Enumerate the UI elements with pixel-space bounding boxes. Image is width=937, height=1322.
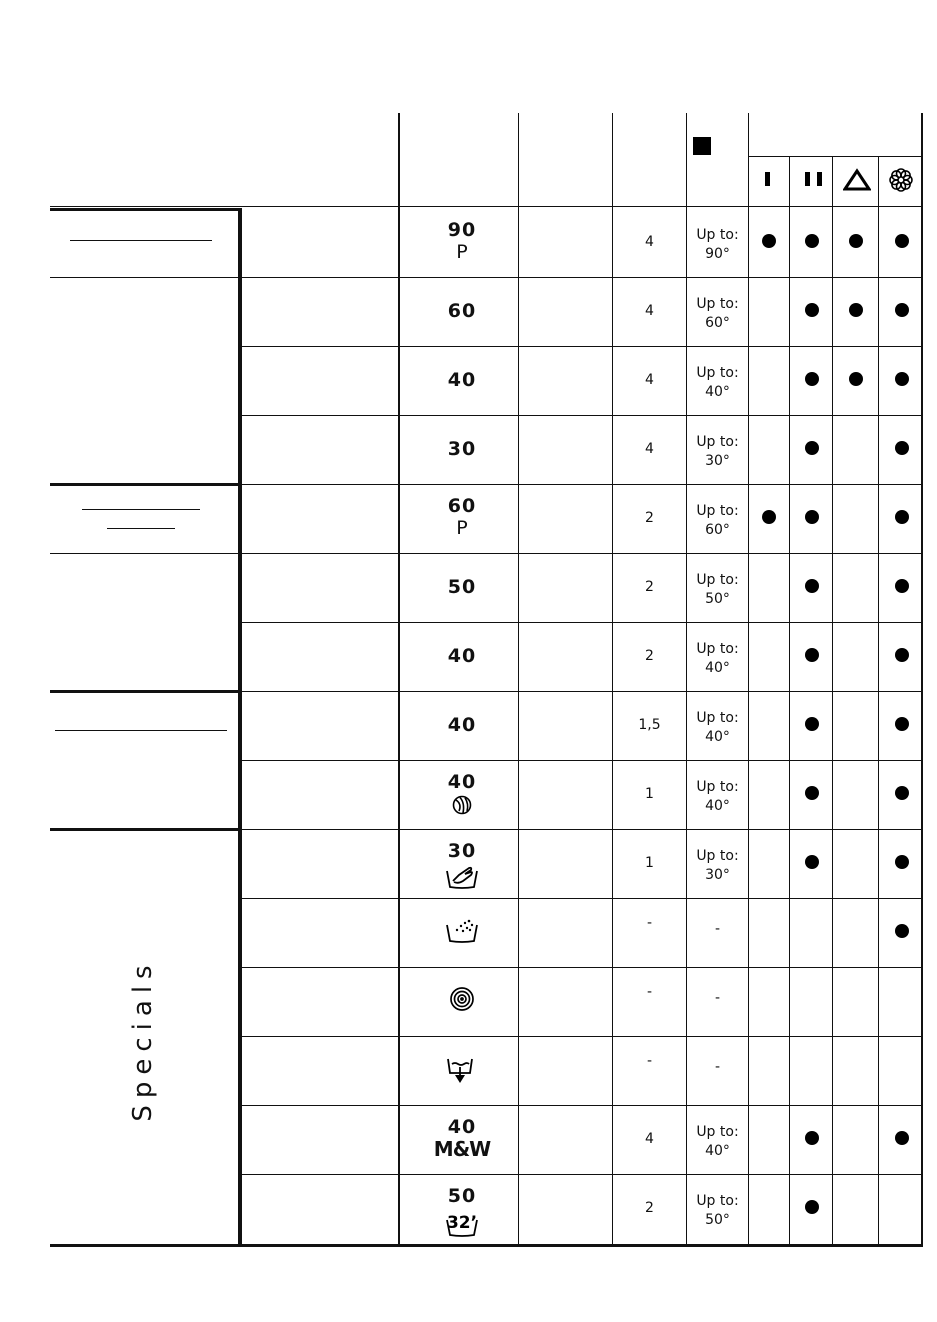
program-suitable-dot bbox=[849, 234, 863, 248]
row-separator bbox=[242, 829, 923, 830]
program-temperature: 60 bbox=[447, 495, 477, 517]
program-suitable-dot bbox=[895, 372, 909, 386]
max-load: 1 bbox=[645, 786, 654, 802]
row-separator bbox=[242, 1174, 923, 1175]
row-separator bbox=[242, 691, 923, 692]
max-load: 4 bbox=[645, 372, 654, 388]
label-line bbox=[55, 730, 227, 731]
max-load: - bbox=[646, 1053, 653, 1069]
max-temperature: - bbox=[714, 921, 721, 937]
rinse-icon bbox=[445, 917, 479, 949]
program-suitable-dot bbox=[805, 441, 819, 455]
flower-icon bbox=[888, 167, 914, 193]
program-temperature: 50 bbox=[447, 576, 477, 598]
row-separator bbox=[242, 967, 923, 968]
hand-wash-icon bbox=[445, 863, 479, 895]
max-load: 2 bbox=[645, 510, 654, 526]
row-separator bbox=[242, 1105, 923, 1106]
program-temperature: 60 bbox=[447, 300, 477, 322]
32-minute-icon bbox=[445, 1208, 479, 1242]
max-load: 4 bbox=[645, 1131, 654, 1147]
program-temperature: 50 bbox=[447, 1185, 477, 1207]
program-suitable-dot bbox=[895, 924, 909, 938]
program-suitable-dot bbox=[805, 717, 819, 731]
program-suitable-dot bbox=[762, 234, 776, 248]
row-separator bbox=[242, 277, 923, 278]
row-separator bbox=[242, 346, 923, 347]
max-temperature: Up to: 40° bbox=[696, 365, 739, 400]
label-line bbox=[70, 240, 212, 241]
label-line bbox=[107, 528, 175, 529]
program-suitable-dot bbox=[805, 372, 819, 386]
program-temperature: 40 bbox=[447, 1116, 477, 1138]
program-suitable-dot bbox=[895, 1131, 909, 1145]
row-separator bbox=[242, 415, 923, 416]
program-suitable-dot bbox=[805, 510, 819, 524]
row-separator bbox=[242, 622, 923, 623]
row-separator bbox=[242, 484, 923, 485]
program-suitable-dot bbox=[895, 717, 909, 731]
program-temperature: 90 bbox=[447, 219, 477, 241]
program-suitable-dot bbox=[895, 786, 909, 800]
program-suitable-dot bbox=[849, 372, 863, 386]
max-temperature: Up to: 40° bbox=[696, 1124, 739, 1159]
program-suitable-dot bbox=[805, 855, 819, 869]
row-separator bbox=[242, 553, 923, 554]
max-temperature: Up to: 40° bbox=[696, 710, 739, 745]
program-suitable-dot bbox=[805, 234, 819, 248]
program-temperature: 30 bbox=[447, 840, 477, 862]
max-temperature: Up to: 50° bbox=[696, 572, 739, 607]
program-marker: M&W bbox=[433, 1137, 491, 1161]
program-suitable-dot bbox=[895, 303, 909, 317]
triangle-icon bbox=[843, 168, 871, 192]
row-separator bbox=[242, 898, 923, 899]
program-suitable-dot bbox=[895, 855, 909, 869]
program-temperature: 40 bbox=[447, 771, 477, 793]
max-load: 1,5 bbox=[638, 717, 661, 733]
max-temperature: Up to: 50° bbox=[696, 1193, 739, 1228]
drain-icon bbox=[445, 1055, 475, 1089]
spin-icon bbox=[449, 986, 475, 1016]
program-suitable-dot bbox=[762, 510, 776, 524]
max-load: - bbox=[646, 984, 653, 1000]
program-suitable-dot bbox=[895, 648, 909, 662]
max-temperature: Up to: 60° bbox=[696, 296, 739, 331]
specials-label: Specials bbox=[128, 958, 158, 1122]
program-suitable-dot bbox=[805, 1200, 819, 1214]
program-suitable-dot bbox=[805, 303, 819, 317]
max-temperature: Up to: 40° bbox=[696, 779, 739, 814]
max-load: 4 bbox=[645, 303, 654, 319]
program-suitable-dot bbox=[849, 303, 863, 317]
program-suitable-dot bbox=[805, 786, 819, 800]
program-temperature: 40 bbox=[447, 369, 477, 391]
max-temperature: Up to: 90° bbox=[696, 227, 739, 262]
filled-square-icon bbox=[693, 137, 711, 155]
double-bar-icon bbox=[802, 170, 826, 190]
program-suitable-dot bbox=[805, 579, 819, 593]
max-temperature: Up to: 60° bbox=[696, 503, 739, 538]
max-load: 4 bbox=[645, 234, 654, 250]
program-suitable-dot bbox=[895, 441, 909, 455]
max-temperature: - bbox=[714, 1059, 721, 1075]
program-temperature: 40 bbox=[447, 645, 477, 667]
svg-text:32’: 32’ bbox=[446, 1213, 478, 1233]
program-suitable-dot bbox=[805, 1131, 819, 1145]
program-marker: P bbox=[456, 517, 468, 539]
label-line bbox=[82, 509, 200, 510]
program-suitable-dot bbox=[895, 510, 909, 524]
program-temperature: 40 bbox=[447, 714, 477, 736]
max-load: 2 bbox=[645, 579, 654, 595]
program-temperature: 30 bbox=[447, 438, 477, 460]
max-load: - bbox=[646, 915, 653, 931]
wool-ball-icon bbox=[451, 794, 473, 820]
max-load: 1 bbox=[645, 855, 654, 871]
max-temperature: Up to: 30° bbox=[696, 848, 739, 883]
program-marker: P bbox=[456, 241, 468, 263]
max-load: 2 bbox=[645, 648, 654, 664]
row-separator bbox=[242, 760, 923, 761]
max-temperature: Up to: 40° bbox=[696, 641, 739, 676]
max-temperature: Up to: 30° bbox=[696, 434, 739, 469]
single-bar-icon bbox=[760, 170, 776, 190]
max-load: 2 bbox=[645, 1200, 654, 1216]
max-load: 4 bbox=[645, 441, 654, 457]
program-suitable-dot bbox=[895, 234, 909, 248]
program-suitable-dot bbox=[895, 579, 909, 593]
row-separator bbox=[242, 1036, 923, 1037]
program-suitable-dot bbox=[805, 648, 819, 662]
max-temperature: - bbox=[714, 990, 721, 1006]
